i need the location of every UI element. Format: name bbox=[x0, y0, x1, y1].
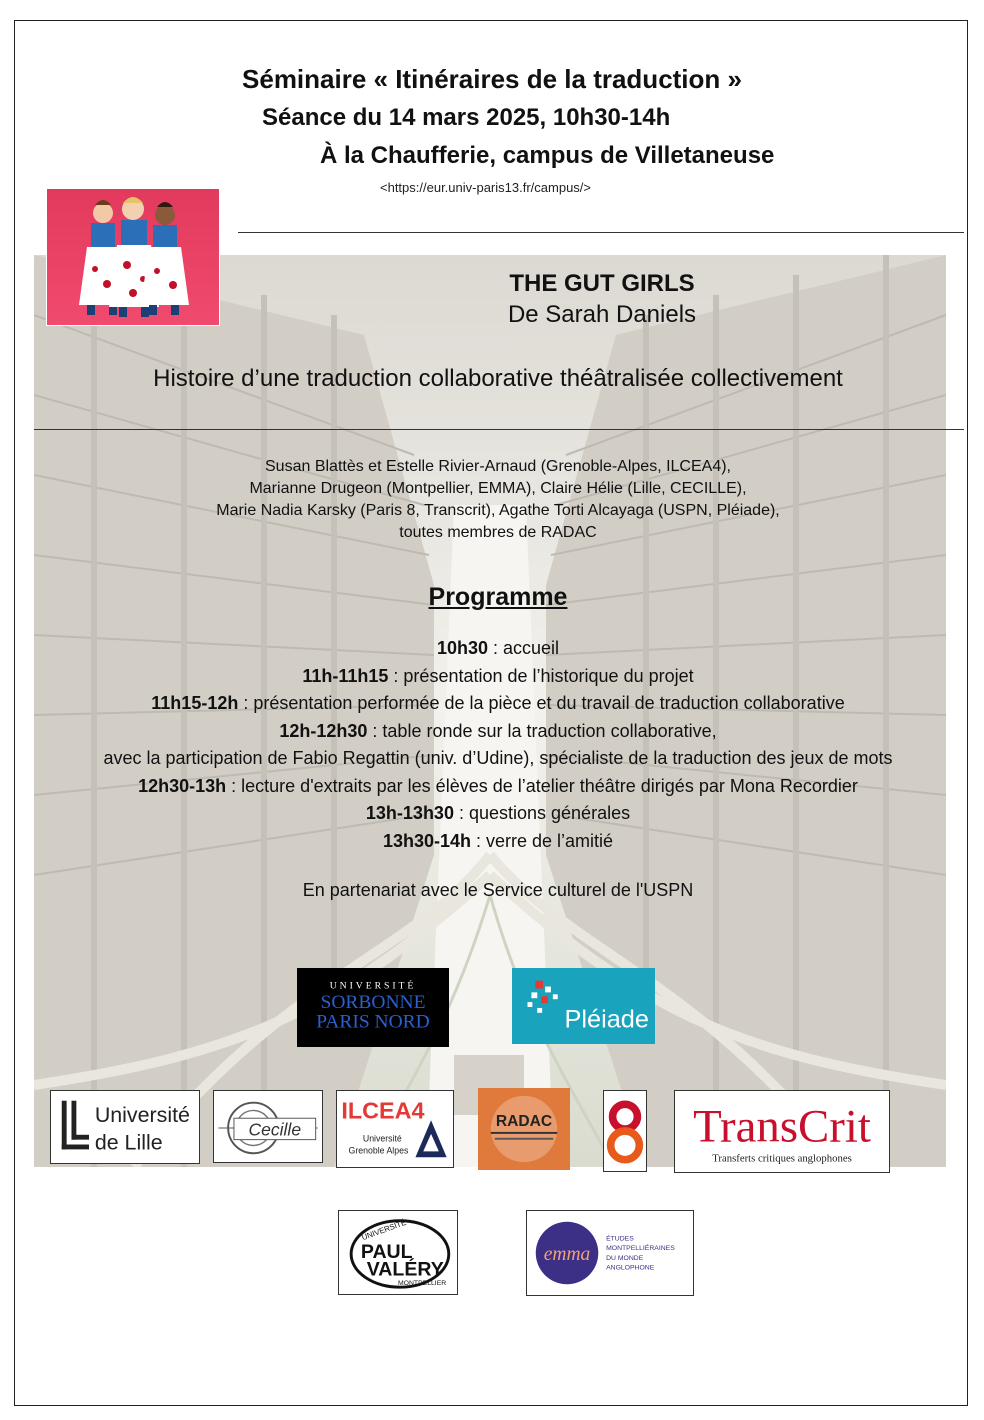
figure-right bbox=[141, 202, 189, 315]
speakers-line: toutes membres de RADAC bbox=[399, 524, 597, 541]
ilcea4-logo-text: ILCEA4 bbox=[341, 1097, 425, 1124]
uspn-logo bbox=[297, 968, 449, 1047]
paul-valery-logo-line1: PAUL bbox=[360, 1240, 413, 1263]
divider-top bbox=[238, 232, 964, 233]
ilcea4-logo-line2: Grenoble Alpes bbox=[348, 1145, 409, 1156]
programme-list bbox=[0, 635, 984, 855]
ilcea4-logo-line1: Université bbox=[362, 1133, 402, 1144]
paul-valery-logo-city: MONTPELLIER bbox=[398, 1280, 447, 1288]
speakers-list bbox=[0, 456, 984, 544]
lille-logo-line2: de Lille bbox=[94, 1130, 163, 1155]
paul-valery-logo-top: UNIVERSITÉ bbox=[360, 1217, 408, 1243]
transcrit-logo-tagline: Transferts critiques anglophones bbox=[712, 1152, 852, 1165]
universite-de-lille-logo bbox=[50, 1090, 200, 1164]
speakers-line: Susan Blattès et Estelle Rivier-Arnaud (Grenoble-Alpes, ILCEA4), bbox=[265, 458, 731, 475]
programme-heading: Programme bbox=[428, 583, 568, 611]
ilcea4-logo bbox=[336, 1090, 454, 1168]
emma-logo-line4: ANGLOPHONE bbox=[606, 1264, 655, 1272]
emma-logo-line2: MONTPELLIÉRAINES bbox=[606, 1245, 675, 1253]
play-title: THE GUT GIRLS bbox=[509, 270, 695, 297]
campus-url[interactable]: <https://eur.univ-paris13.fr/campus/> bbox=[380, 180, 591, 195]
partnership-note: En partenariat avec le Service culturel de l'USPN bbox=[302, 880, 694, 900]
speakers-line: Marianne Drugeon (Montpellier, EMMA), Claire Hélie (Lille, CECILLE), bbox=[249, 480, 747, 497]
programme-item: 10h30 : accueil bbox=[436, 638, 560, 658]
divider-middle bbox=[34, 429, 964, 430]
cecille-logo-text: Cecille bbox=[248, 1119, 302, 1140]
uspn-logo-line2: SORBONNE bbox=[320, 991, 426, 1013]
emma-logo-line3: DU MONDE bbox=[606, 1254, 644, 1262]
emma-logo-letters: emma bbox=[543, 1243, 591, 1265]
pleiade-logo bbox=[512, 968, 655, 1044]
cecille-logo bbox=[213, 1090, 323, 1163]
transcrit-logo bbox=[674, 1090, 890, 1173]
talk-subtitle: Histoire d’une traduction collaborative théâtralisée collectivement bbox=[153, 365, 843, 392]
pleiade-logo-text: Pléiade bbox=[564, 1005, 649, 1034]
radac-logo-text: RADAC bbox=[495, 1113, 553, 1131]
transcrit-logo-text: TransCrit bbox=[693, 1100, 871, 1153]
play-author: De Sarah Daniels bbox=[507, 301, 697, 328]
paul-valery-logo bbox=[338, 1210, 458, 1295]
speakers-line: Marie Nadia Karsky (Paris 8, Transcrit), Agathe Torti Alcayaga (USPN, Pléiade), bbox=[216, 502, 780, 519]
session-date: Séance du 14 mars 2025, 10h30-14h bbox=[262, 104, 671, 131]
uspn-logo-line3: PARIS NORD bbox=[316, 1011, 430, 1033]
programme-item: 11h-11h15 : présentation de l’historique du projet bbox=[302, 665, 694, 686]
programme-item: 12h30-13h : lecture d'extraits par les élèves de l’atelier théâtre dirigés par Mona Recordier bbox=[138, 775, 858, 796]
emma-logo-line1: ÉTUDES bbox=[606, 1235, 634, 1243]
paul-valery-logo-line2: VALÉRY bbox=[366, 1258, 444, 1281]
emma-logo bbox=[526, 1210, 694, 1296]
lille-logo-line1: Université bbox=[94, 1103, 190, 1128]
programme-item: avec la participation de Fabio Regattin (univ. d’Udine), spécialiste de la traduction des jeux de mots bbox=[103, 748, 893, 768]
radac-logo bbox=[478, 1088, 570, 1170]
gut-girls-cover-image bbox=[46, 188, 220, 326]
programme-item: 13h30-14h : verre de l’amitié bbox=[382, 830, 614, 851]
paris8-logo bbox=[603, 1090, 647, 1172]
venue: À la Chaufferie, campus de Villetaneuse bbox=[320, 142, 775, 169]
seminar-title: Séminaire « Itinéraires de la traduction » bbox=[242, 64, 742, 94]
programme-item: 11h15-12h : présentation performée de la pièce et du travail de traduction collaborative bbox=[151, 693, 845, 713]
uspn-logo-line1: UNIVERSITÉ bbox=[329, 980, 417, 992]
programme-item: 12h-12h30 : table ronde sur la traduction collaborative, bbox=[279, 720, 717, 741]
programme-item: 13h-13h30 : questions générales bbox=[365, 803, 631, 823]
